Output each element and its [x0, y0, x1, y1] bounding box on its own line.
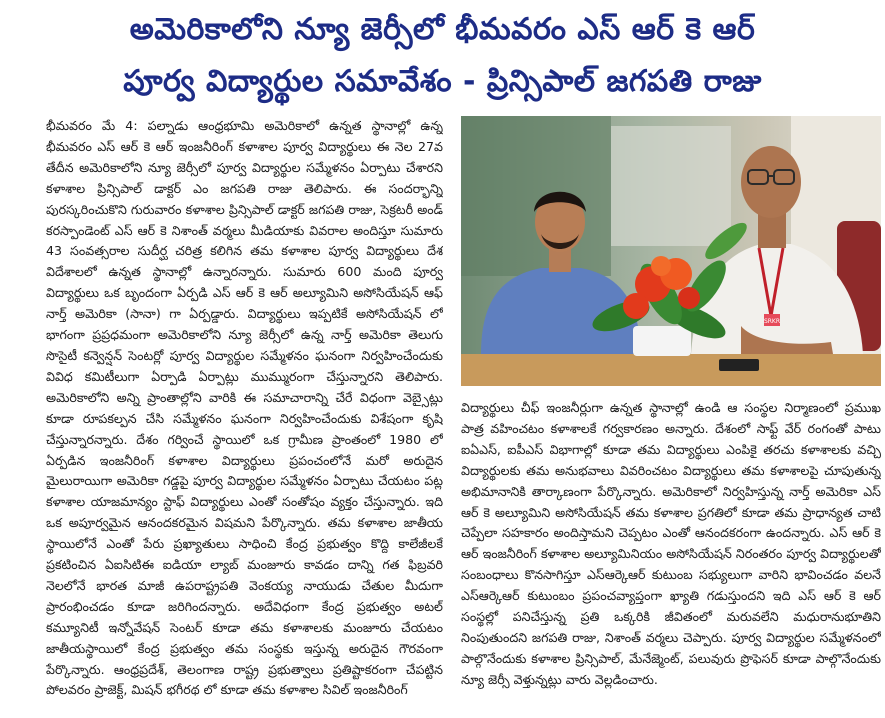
article-right-column	[461, 398, 881, 716]
headline-line-1: అమెరికాలోని న్యూ జెర్సీలో భీమవరం ఎస్ ఆర్ కె ఆర్	[129, 12, 756, 47]
headline	[0, 4, 885, 108]
article-left-text: భీమవరం మే 4: పల్నాడు ఆంధ్రభూమి అమెరికాలో ఉన్నత స్థానాల్లో ఉన్న భీమవరం ఎస్ ఆర్ కె ఆర్ ఇంజనీరింగ్ కళాశాల పూర్వ విద్యార్థులు ఈ నెల 27వ తేదీన అమెరికాలోని న్యూ జెర్సీలో పూర్వ విద్యార్థుల సమ్మేళనం ఏర్పాటు చేశారని కళాశాల ప్రిన్సిపాల్ డాక్టర్ ఎం జగపతి రాజు తెలిపారు. ఈ సందర్భాన్ని పురస్కరించుకొని గురువారం కళాశాల ప్రిన్సిపాల్ డాక్టర్ జగపతి రాజు, సెక్రటరీ అండ్ కరస్పాండెంట్ ఎస్ ఆర్ కె నిశాంత్ వర్మలు మీడియాకు వివరాల అందిస్తూ సుమారు 43 సంవత్సరాల సుదీర్ఘ చరిత్ర కలిగిన తమ కళాశాల పూర్వ విద్యార్థులు దేశ విదేశాలలో ఉన్నత స్థానాల్లో ఉన్నారన్నారు. సుమారు 600 మంది పూర్వ విద్యార్థులు ఒక బృందంగా ఏర్పడి ఎస్ ఆర్ కె ఆర్ అల్యూమిని అసోసియేషన్ ఆఫ్ నార్త్ అమెరికా (సానా) గా ఏర్పడ్డారు. విద్యార్థులు ఇప్పటికే అసోసియేషన్ లో భాగంగా ప్రప్రధమంగా అమెరికాలోని న్యూ జెర్సీలో ఉన్న నార్త్ అమెరికా తెలుగు సొసైటీ కన్వెన్షన్ సెంటర్లో పూర్వ విద్యార్థుల సమ్మేళనం ఘనంగా నిర్వహించేందుకు వివిధ కమిటీలుగా ఏర్పాడి ఏర్పాట్లు ముమ్మురంగా చేస్తున్నారని తెలిపారు. అమెరికాలోని అన్ని ప్రాంతాల్లోని వారికి ఈ సమాచారాన్ని చేరే విధంగా వెబ్సైట్లు కూడా రూపకల్పన చేసి సమ్మేళనం ఘనంగా నిర్వహించేందుకు విశేషంగా కృషి చేస్తున్నారన్నారు. దేశం గర్వించే స్థాయిలో ఒక గ్రామీణ ప్రాంతంలో 1980 లో ఏర్పడిన ఇంజనీరింగ్ కళాశాల విద్యార్థులు ప్రపంచంలోనే మరో అరుదైన మైలురాయిగా అమెరికా గడ్డపై పూర్వ విద్యార్థుల సమ్మేళనం ఏర్పాటు చేయటం పట్ల కళాశాల యాజమాన్యం స్టాఫ్ విద్యార్థులు ఎంతో సంతోషం వ్యక్తం చేస్తున్నారు. ఇది ఒక అపూర్వమైన ఆనందకరమైన విషమని పేర్కొన్నారు. తమ కళాశాల జాతీయ స్థాయిలోనే ఎంతో పేరు ప్రఖ్యాతులు సాధించి కేంద్ర ప్రభుత్వం కొద్ది కాలేజీలకే ప్రకటించిన ఏఐసిటిఈ ఐడియా ల్యాబ్ మంజూరు కావడం దాన్ని గత ఫిబ్రవరి నెలలోనే భారత మాజీ ఉపరాష్ట్రపతి వెంకయ్య నాయుడు చేతుల మీదుగా ప్రారంభించడం కూడా జరిగిందన్నారు. అదేవిధంగా కేంద్ర ప్రభుత్వం అటల్ కమ్యూనిటీ ఇన్నోవేషన్ సెంటర్ కూడా తమ కళాశాలకు మంజూరు చేయటం జాతీయస్థాయిలో కేంద్ర ప్రభుత్వం తమ సంస్థకు ఇస్తున్న అరుదైన గౌరవంగా పేర్కొన్నారు. ఆంధ్రప్రదేశ్, తెలంగాణ రాష్ట్ర ప్రభుత్వాలు ప్రతిష్టాకరంగా చేపట్టిన పోలవరం ప్రాజెక్ట్, మిషన్ భగీరథ లో కూడా తమ కళాశాల సివిల్ ఇంజనీరింగ్	[46, 118, 443, 698]
foliage-blur	[461, 116, 611, 276]
phone-on-desk	[719, 359, 759, 371]
photo-illustration	[461, 116, 881, 386]
article-right-text: విద్యార్థులు చీఫ్ ఇంజనీర్లుగా ఉన్నత స్థానాల్లో ఉండి ఆ సంస్థల నిర్మాణంలో ప్రముఖ పాత్ర వహించటం కళాశాలకే గర్వకారణం అన్నారు. దేశంలో సాఫ్ట్ వేర్ రంగంతో పాటు ఐఏఎస్, ఐపీఎస్ విభాగాల్లో కూడా తమ విద్యార్థులు ఎంపికై తరచు కళాశాలకు వచ్చి విద్యార్థులకు తమ అనుభవాలు వివరించటం విద్యార్థులు తమ కళాశాలపై చూపుతున్న అభిమానానికి తార్కాణంగా పేర్కొన్నారు. అమెరికాలో నిర్వహిస్తున్న నార్త్ అమెరికా ఎస్ ఆర్ కె అల్యూమిని అసోసియేషన్ తమ కళాశాల ప్రగతిలో కూడా తమ ప్రాధాన్యత చాటి చెప్పేలా సహకారం అందిస్తామని చెప్పటం ఎంతో ఆనందకరంగా ఉందన్నారు. ఎస్ ఆర్ కె ఆర్ ఇంజనీరింగ్ కళాశాల అల్యూమినియం అసోసియేషన్ నిరంతరం పూర్వ విద్యార్థులతో సంబంధాలు కొనసాగిస్తూ ఎస్ఆర్కెఆర్ కుటుంబ సభ్యులుగా వారిని భావించడం వలనే ఎస్ఆర్కెఆర్ కుటుంబం ప్రపంచవ్యాప్తంగా ఖ్యాతి గడుస్తుందని ఇది ఎస్ ఆర్ కె ఆర్ సంస్థల్లో పనిచేస్తున్న ప్రతి ఒక్కరికి జీవితంలో మరువలేని మధురానుభూతిని నింపుతుందని జగపతి రాజు, నిశాంత్ వర్మలు చెప్పారు. పూర్వ విద్యార్థుల సమ్మేళనంలో పాల్గొనేందుకు కళాశాల ప్రిన్సిపాల్, మేనేజ్మెంట్, పలువురు ప్రొఫెసర్ కూడా పాల్గొనేందుకు న్యూ జెర్సీ వెళ్తున్నట్లు వారు వెల్లడించారు.	[461, 400, 881, 687]
news-photo	[461, 116, 881, 386]
article-left-column	[46, 116, 443, 716]
headline-line-2: పూర్వ విద్యార్థుల సమావేశం - ప్రిన్సిపాల్ జగపతి రాజు	[123, 64, 762, 99]
building-blur	[611, 126, 731, 246]
badge-label: SRKR	[763, 318, 781, 325]
desk	[461, 354, 881, 386]
